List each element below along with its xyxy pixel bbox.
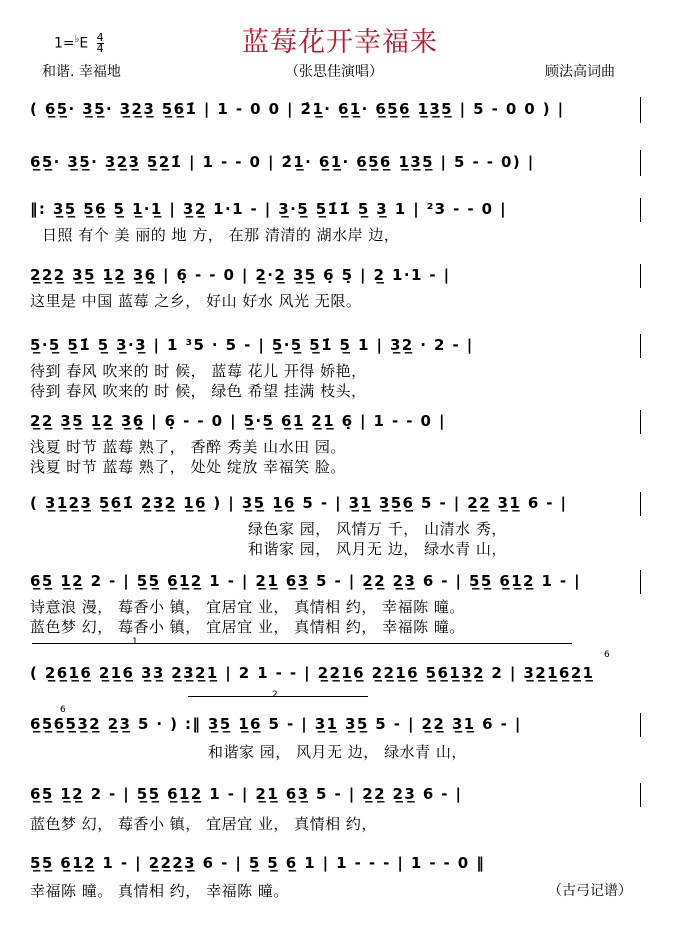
score-row-6 — [0, 410, 680, 478]
barline — [640, 783, 641, 807]
notes-row-10: 6̲5̲6̲5̲3̲2̲ 2̲3̲ 5 · ) :‖ 3̲5̲ 1̲6̲ 5 - | 3̲1̲ 3̲5̲ 5 - | 2̲2̲ 3̲1̲ 6 - | — [30, 715, 522, 733]
tuplet-label: 6 — [60, 705, 66, 715]
first-ending-bracket — [32, 643, 572, 644]
notes-row-8: 6̲5̲ 1̲2̲ 2 - | 5̲5̲ 6̲1̲2̲ 1 - | 2̲1̲ 6̲3̲ 5 - | 2̲2̲ 2̲3̲ 6 - | 5̲5̲ 6̲1̲2̲ 1 - | — [30, 572, 582, 590]
time-bottom: 4 — [96, 42, 104, 55]
lyric-row-5a: 待到 春风 吹来的 时 候， 蓝莓 花儿 开得 娇艳， — [30, 362, 367, 380]
notes-row-5: 5̲·5̲ 5̲1̇ 5̲ 3̲·3̲ | 1 ³5 · 5 - | 5̲·5̲ 5̲1̇ 5̲ 1 | 3̲2̲ · 2 - | — [30, 336, 474, 354]
lyric-row-12: 幸福陈 曈。 真情相 约， 幸福陈 曈。 — [30, 882, 289, 900]
author-credit: 顾法高词曲 — [545, 64, 615, 80]
flat-sign: ♭ — [74, 33, 80, 45]
singer-credit: （张思佳演唱） — [285, 64, 383, 80]
lyric-row-7a: 绿色家 园， 风情万 千， 山清水 秀， — [248, 520, 507, 538]
key-note: E — [79, 35, 89, 52]
barline — [640, 150, 641, 176]
score-row-8 — [0, 570, 680, 638]
score-row-5 — [0, 334, 680, 402]
score-row-2 — [0, 150, 680, 180]
score-row-9 — [0, 637, 680, 700]
transcriber-credit: （古弓记谱） — [548, 883, 632, 899]
barline — [640, 492, 641, 516]
lyric-row-3: 日照 有个 美 丽的 地 方， 在那 清清的 湖水岸 边， — [42, 226, 400, 244]
notes-row-7: ( 3̲1̲2̲3̲ 5̲6̲1̇ 2̲3̲2̲ 1̲6̲ ) | 3̲5̲ 1̲6̲ 5 - | 3̲1̲ 3̲5̲6̲ 5 - | 2̲2̲ 3̲1̲ 6 - | — [30, 494, 568, 512]
barline — [640, 97, 641, 123]
lyric-row-7b: 和谐家 园， 风月无 边， 绿水青 山， — [248, 540, 507, 558]
barline — [640, 264, 641, 288]
lyric-row-6a: 浅夏 时节 蓝莓 熟了， 香醉 秀美 山水田 园。 — [30, 438, 346, 456]
lyric-row-5b: 待到 春风 吹来的 时 候， 绿色 希望 挂满 枝头， — [30, 382, 367, 400]
notes-row-6: 2̲2̲ 3̲5̲ 1̲2̲ 3̲6̣̲ | 6̣ - - 0 | 5̲·5̲ 6̲1̲ 2̲1̲ 6̣ | 1 - - 0 | — [30, 412, 446, 430]
score-row-10 — [0, 705, 680, 765]
song-title: 蓝莓花开幸福来 — [242, 27, 438, 58]
first-ending-label: 1 — [132, 637, 138, 647]
notes-row-11: 6̲5̲ 1̲2̲ 2 - | 5̲5̲ 6̲1̲2̲ 1 - | 2̲1̲ 6̲3̲ 5 - | 2̲2̲ 2̲3̲ 6 - | — [30, 785, 463, 803]
lyric-row-10: 和谐家 园， 风月无 边， 绿水青 山， — [208, 743, 467, 761]
time-top: 4 — [96, 31, 104, 44]
score-row-3 — [0, 198, 680, 246]
score-row-7 — [0, 492, 680, 560]
performance-style: 和谐. 幸福地 — [42, 64, 121, 80]
lyric-row-11: 蓝色梦 幻， 莓香小 镇， 宜居宜 业， 真情相 约， — [30, 815, 377, 833]
lyric-row-8b: 蓝色梦 幻， 莓香小 镇， 宜居宜 业， 真情相 约， 幸福陈 曈。 — [30, 618, 465, 636]
notes-row-2: 6̲5̲· 3̲5̲· 3̲2̲3̲ 5̲2̲1̇ | 1 - - 0 | 2̇1̲· 6̲1̲· 6̲5̲6̲ 1̲3̲5̲ | 5 - - 0) | — [30, 153, 535, 171]
key-prefix: 1= — [54, 35, 75, 52]
notes-row-9: ( 2̲6̲1̲6̲ 2̲1̲6̲ 3̲3̲ 2̲3̲2̲1̲ | 2 1 - - | 2̲2̲1̲6̲ 2̲2̲1̲6̲ 5̲6̲1̲3̲2̲ 2 | 3̲2̲1̲6̲2̲1̲ — [30, 664, 595, 682]
barline — [640, 570, 641, 594]
second-ending-label: 2 — [272, 690, 278, 700]
second-ending-bracket — [188, 696, 368, 697]
barline — [640, 334, 641, 358]
barline — [640, 198, 641, 222]
lyric-row-8a: 诗意浪 漫， 莓香小 镇， 宜居宜 业， 真情相 约， 幸福陈 曈。 — [30, 598, 465, 616]
notes-row-12: 5̲5̲ 6̲1̲2̲ 1 - | 2̲2̲2̲3̲ 6 - | 5̲ 5̲ 6̲ 1 | 1 - - - | 1 - - 0 ‖ — [30, 854, 486, 872]
notes-row-4: 2̲2̲2̲ 3̲5̲ 1̲2̲ 3̲6̣̲ | 6̣ - - 0 | 2̲·2̲ 3̲5̲ 6̣ 5̣ | 2̲ 1·1 - | — [30, 266, 451, 284]
score-row-1 — [0, 97, 680, 127]
notes-row-3: ‖: 3̲5̲ 5̲6̲ 5̲ 1̲·1̲ | 3̲2̲ 1·1 - | 3̲·5̲ 5̲1̇1̇ 5̲ 3̲ 1 | ²3 - - 0 | — [30, 200, 507, 218]
lyric-row-4: 这里是 中国 蓝莓 之乡， 好山 好水 风光 无限。 — [30, 292, 362, 310]
lyric-row-6b: 浅夏 时节 蓝莓 熟了， 处处 绽放 幸福笑 脸。 — [30, 458, 346, 476]
score-row-4 — [0, 264, 680, 312]
barline — [640, 410, 641, 434]
notes-row-1: ( 6̲5̲· 3̲5̲· 3̲2̲3̲ 5̲6̲1̇ | 1 - 0 0 | 2̇1̲· 6̲1̲· 6̲5̲6̲ 1̲3̲5̲ | 5 - 0 0 ) | — [30, 100, 565, 118]
tuplet-label: 6 — [604, 650, 610, 660]
score-row-11 — [0, 783, 680, 839]
score-row-12 — [0, 852, 680, 908]
barline — [640, 713, 641, 737]
